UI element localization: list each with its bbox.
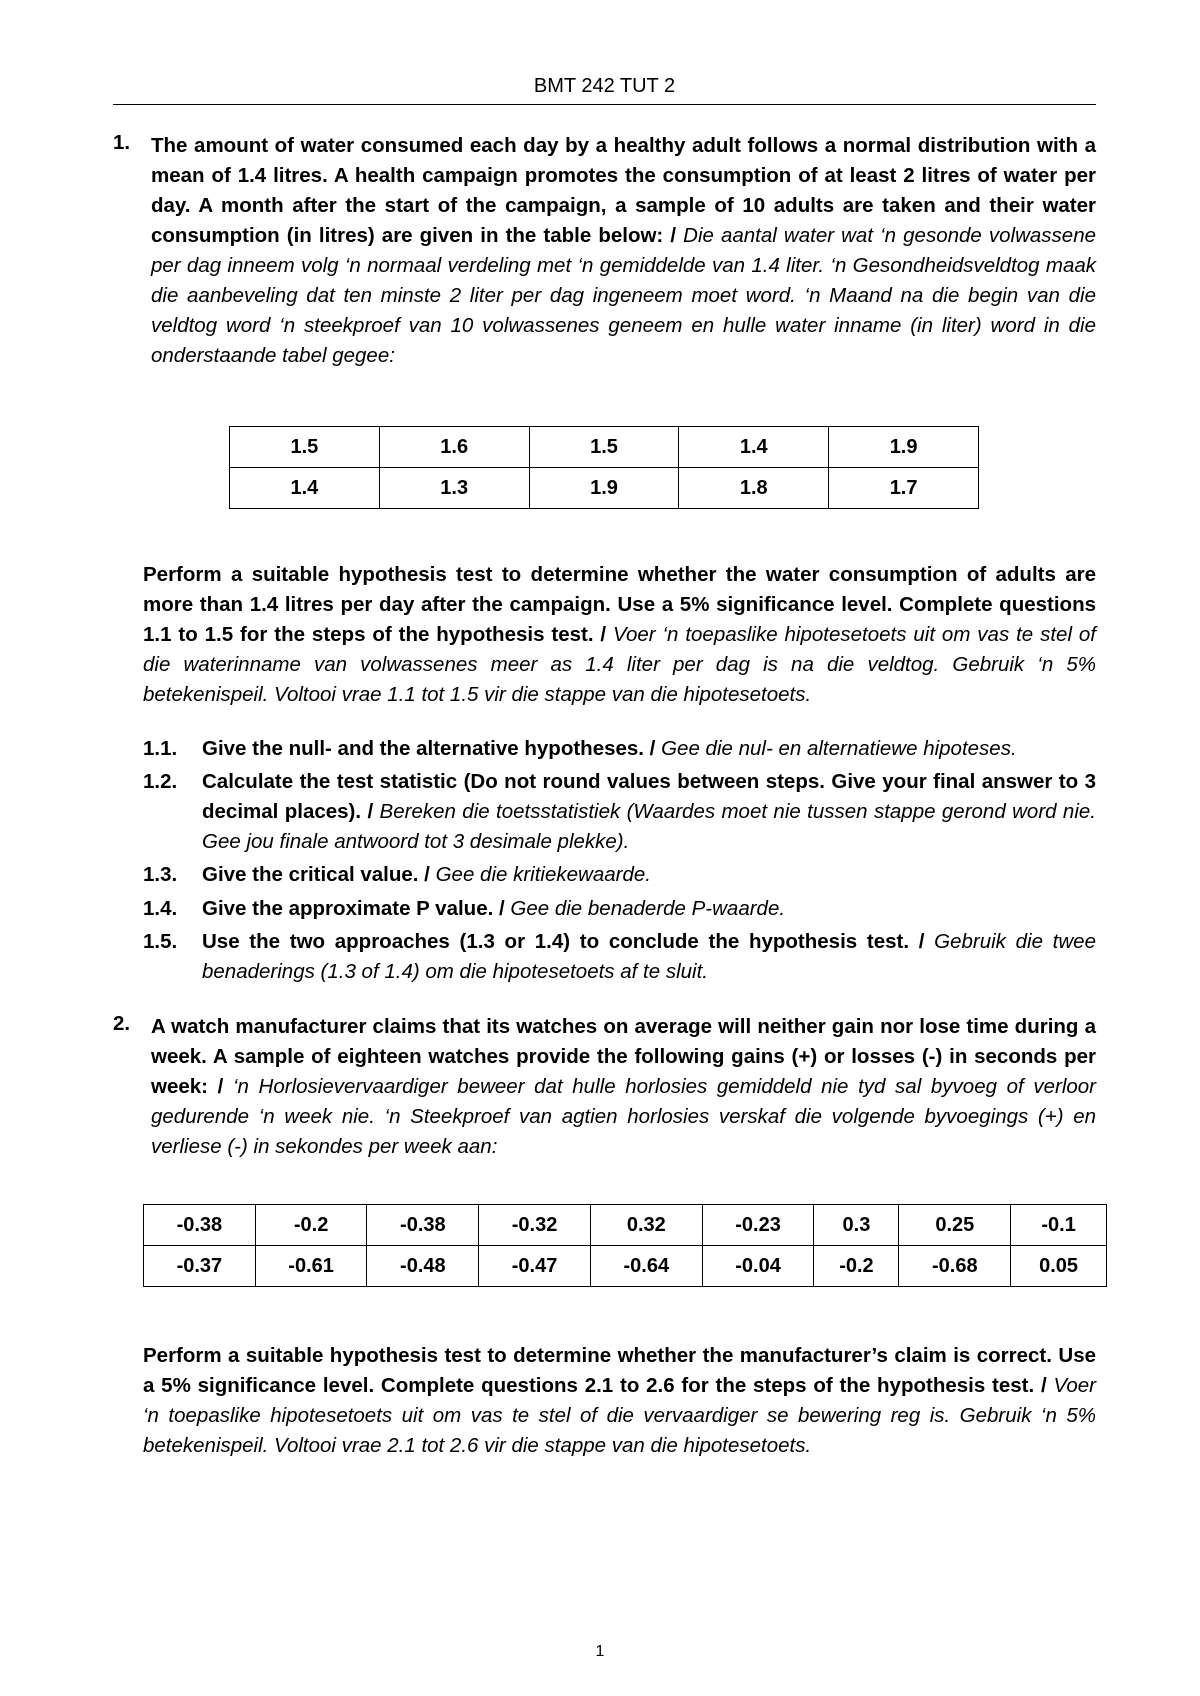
question-2-number: 2. [113,1012,131,1035]
page-number: 1 [595,1643,605,1660]
question-2-intro [151,1012,1096,1162]
subquestion-1-4 [143,894,1096,924]
subquestion-english: Give the critical value. / [202,863,430,886]
table-cell: -0.48 [367,1246,479,1287]
table-cell: -0.68 [899,1246,1011,1287]
question-1 [113,131,1096,371]
table-cell: -0.38 [144,1205,256,1246]
table-cell: 1.6 [379,427,529,468]
question-1-task [143,560,1096,710]
subquestion-number: 1.3. [143,863,178,886]
table-cell: 0.3 [814,1205,899,1246]
table-cell: 1.8 [679,468,829,509]
subquestion-afrikaans: Gebruik die twee benaderings (1.3 of 1.4) om die hipotesetoets af te sluit. [202,930,1096,983]
subquestion-1-3 [143,860,1096,890]
question-1-intro-english: The amount of water consumed each day by a healthy adult follows a normal distribution with a mean of 1.4 litres. A health campaign promotes the consumption of at least 2 litres of water per day. A month after the start of the campaign, a sample of 10 adults are taken and their water consumption (in litres) are given in the table below: / [151,134,1096,247]
subquestion-afrikaans: Gee die benaderde P-waarde. [510,897,786,920]
subquestion-1-1 [143,734,1096,764]
question-2-task [143,1341,1096,1461]
table-cell: -0.32 [479,1205,591,1246]
table-cell: -0.04 [702,1246,814,1287]
table-cell: 1.9 [829,427,979,468]
table-cell: -0.37 [144,1246,256,1287]
table-row [230,427,979,468]
page-header-title: BMT 242 TUT 2 [533,75,676,97]
table-cell: -0.2 [814,1246,899,1287]
water-consumption-table [229,426,979,509]
subquestion-number: 1.5. [143,930,178,953]
question-2-intro-english: A watch manufacturer claims that its watches on average will neither gain nor lose time during a week. A sample of eighteen watches provide the following gains (+) or losses (-) in seconds per week: / [151,1015,1096,1098]
subquestion-afrikaans: Bereken die toetsstatistiek (Waardes moet nie tussen stappe gerond word nie. Gee jou finale antwoord tot 3 desimale plekke). [202,800,1096,853]
table-cell: -0.64 [590,1246,702,1287]
subquestion-number: 1.2. [143,770,178,793]
header-divider [113,104,1096,105]
table-cell: -0.38 [367,1205,479,1246]
question-2-task-afrikaans: Voer ‘n toepaslike hipotesetoets uit om vas te stel of die vervaardiger se bewering reg is. Gebruik ‘n 5% betekenispeil. Voltooi vrae 2.1 tot 2.6 vir die stappe van die hipotesetoets. [143,1374,1096,1457]
table-row [230,468,979,509]
table-cell: -0.2 [255,1205,367,1246]
table-cell: 1.4 [230,468,380,509]
table-cell: -0.1 [1011,1205,1107,1246]
subquestion-number: 1.4. [143,897,178,920]
subquestion-afrikaans: Gee die kritiekewaarde. [435,863,651,886]
watch-time-table [143,1204,1107,1287]
subquestion-1-5 [143,927,1096,987]
subquestion-english: Give the approximate P value. / [202,897,505,920]
table-cell: 1.5 [230,427,380,468]
question-1-task-english: Perform a suitable hypothesis test to determine whether the water consumption of adults are more than 1.4 litres per day after the campaign. Use a 5% significance level. Complete questions 1.1 to 1.5 for the steps of the hypothesis test. / [143,563,1096,646]
table-cell: -0.23 [702,1205,814,1246]
table-cell: 1.7 [829,468,979,509]
subquestion-number: 1.1. [143,737,178,760]
subquestion-afrikaans: Gee die nul- en alternatiewe hipoteses. [661,737,1017,760]
table-row [144,1246,1107,1287]
table-cell: -0.47 [479,1246,591,1287]
question-1-number: 1. [113,131,131,154]
table-cell: 0.32 [590,1205,702,1246]
table-cell: 1.9 [529,468,679,509]
table-cell: 0.25 [899,1205,1011,1246]
subquestion-english: Calculate the test statistic (Do not round values between steps. Give your final answer to 3 decimal places). / [202,770,1096,823]
table-cell: 1.4 [679,427,829,468]
table-cell: 0.05 [1011,1246,1107,1287]
table-cell: -0.61 [255,1246,367,1287]
question-2 [113,1012,1096,1162]
table-cell: 1.3 [379,468,529,509]
question-2-task-english: Perform a suitable hypothesis test to determine whether the manufacturer’s claim is correct. Use a 5% significance level. Complete questions 2.1 to 2.6 for the steps of the hypothesis test. / [143,1344,1096,1397]
subquestion-english: Use the two approaches (1.3 or 1.4) to conclude the hypothesis test. / [202,930,925,953]
table-cell: 1.5 [529,427,679,468]
subquestion-1-2 [143,767,1096,857]
table-row [144,1205,1107,1246]
question-1-intro-afrikaans: Die aantal water wat ‘n gesonde volwassene per dag inneem volg ‘n normaal verdeling met ‘n gemiddelde van 1.4 liter. ‘n Gesondheidsveldtog maak die aanbeveling dat ten minste 2 liter per dag ingeneem moet word. ‘n Maand na die begin van die veldtog word ‘n steekproef van 10 volwassenes geneem en hulle water inname (in liter) word in die onderstaande tabel gegee: [151,224,1097,367]
question-2-intro-afrikaans: ‘n Horlosievervaardiger beweer dat hulle horlosies gemiddeld nie tyd sal byvoeg of verloor gedurende ‘n week nie. ‘n Steekproef van agtien horlosies verskaf die volgende byvoegings (+) en verliese (-) in sekondes per week aan: [151,1075,1097,1158]
question-1-intro [151,131,1096,371]
question-1-task-afrikaans: Voer ‘n toepaslike hipotesetoets uit om vas te stel of die waterinname van volwassenes meer as 1.4 liter per dag is na die veldtog. Gebruik ‘n 5% betekenispeil. Voltooi vrae 1.1 tot 1.5 vir die stappe van die hipotesetoets. [143,623,1096,706]
subquestion-english: Give the null- and the alternative hypotheses. / [202,737,656,760]
